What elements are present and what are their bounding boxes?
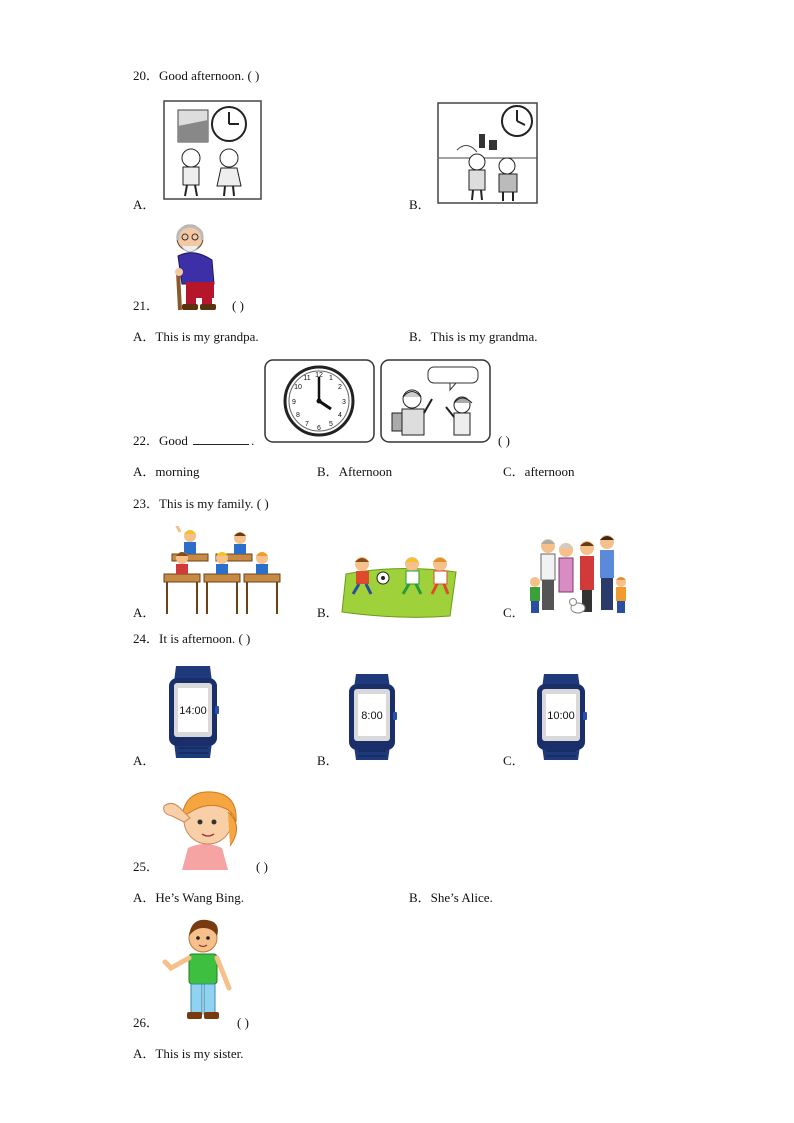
q25-girl-image [158,786,250,870]
q26-boy-image [159,916,235,1026]
q21-grandpa-image [166,222,226,312]
q23-option-b-label[interactable]: B． [317,605,339,620]
q23-option-c-label[interactable]: C． [503,605,525,620]
q21-answer-paren[interactable]: ( ) [232,298,244,313]
q23-option-a-label[interactable]: A． [133,605,156,620]
svg-text:6: 6 [317,425,321,432]
q24-option-c-watch[interactable] [534,672,588,762]
q21-option-b[interactable]: B．This is my grandma. [409,329,538,344]
svg-text:7: 7 [305,421,309,428]
svg-text:1: 1 [329,375,333,382]
q25-option-a[interactable]: A．He’s Wang Bing. [133,890,245,905]
q24-stem [133,631,250,647]
svg-text:5: 5 [329,421,333,428]
q24-option-a-label[interactable]: A． [133,753,156,768]
q20-text: Good afternoon. ( ) [159,68,260,83]
q22-option-b[interactable]: B．Afternoon [317,464,393,479]
q20-option-a-image[interactable] [163,100,263,201]
q24-text: It is afternoon. ( ) [159,631,251,646]
q22-greeting-image [380,359,491,443]
svg-text:12: 12 [315,372,323,379]
q23-option-b-football-image[interactable] [340,546,458,618]
q20-option-b-image[interactable] [437,102,539,205]
q21-number: 21． [133,298,160,313]
q22-stem [133,433,254,449]
q24-watch-c-time: 10:00 [547,710,575,722]
q22-suffix: . [251,433,255,448]
q23-stem [133,496,269,512]
q22-option-c[interactable]: C．afternoon [503,464,575,479]
q24-watch-a-time: 14:00 [179,705,207,717]
q22-clock-image [264,359,375,443]
q26-option-a[interactable]: A．This is my sister. [133,1046,244,1061]
svg-text:8: 8 [296,412,300,419]
q21-option-a[interactable]: A．This is my grandpa. [133,329,259,344]
q20-number: 20． [133,68,160,83]
q22-answer-paren[interactable]: ( ) [498,433,510,448]
q23-number: 23． [133,496,160,511]
q26-answer-paren[interactable]: ( ) [237,1015,249,1030]
q23-option-c-family-image[interactable] [524,534,632,618]
q20-stem [133,68,259,84]
q25-number: 25． [133,859,160,874]
q20-option-b-label[interactable]: B． [409,197,431,212]
svg-text:2: 2 [338,384,342,391]
q22-option-a[interactable]: A．morning [133,464,200,479]
q24-number: 24． [133,631,160,646]
q22-prefix: 22．Good [133,433,188,448]
q22-answer-blank[interactable] [193,433,249,445]
q24-option-a-watch[interactable] [166,664,220,760]
svg-text:4: 4 [338,412,342,419]
svg-text:9: 9 [292,399,296,406]
svg-text:3: 3 [342,399,346,406]
q20-option-a-label[interactable]: A． [133,197,156,212]
q24-option-b-label[interactable]: B． [317,753,339,768]
svg-text:10: 10 [294,384,302,391]
q23-text: This is my family. ( ) [159,496,269,511]
q24-option-c-label[interactable]: C． [503,753,525,768]
q23-option-a-classroom-image[interactable] [162,526,284,618]
q25-option-b[interactable]: B．She’s Alice. [409,890,493,905]
svg-text:11: 11 [303,375,311,382]
q26-number: 26． [133,1015,160,1030]
q24-option-b-watch[interactable] [346,672,398,762]
q24-watch-b-time: 8:00 [361,710,383,722]
q25-answer-paren[interactable]: ( ) [256,859,268,874]
